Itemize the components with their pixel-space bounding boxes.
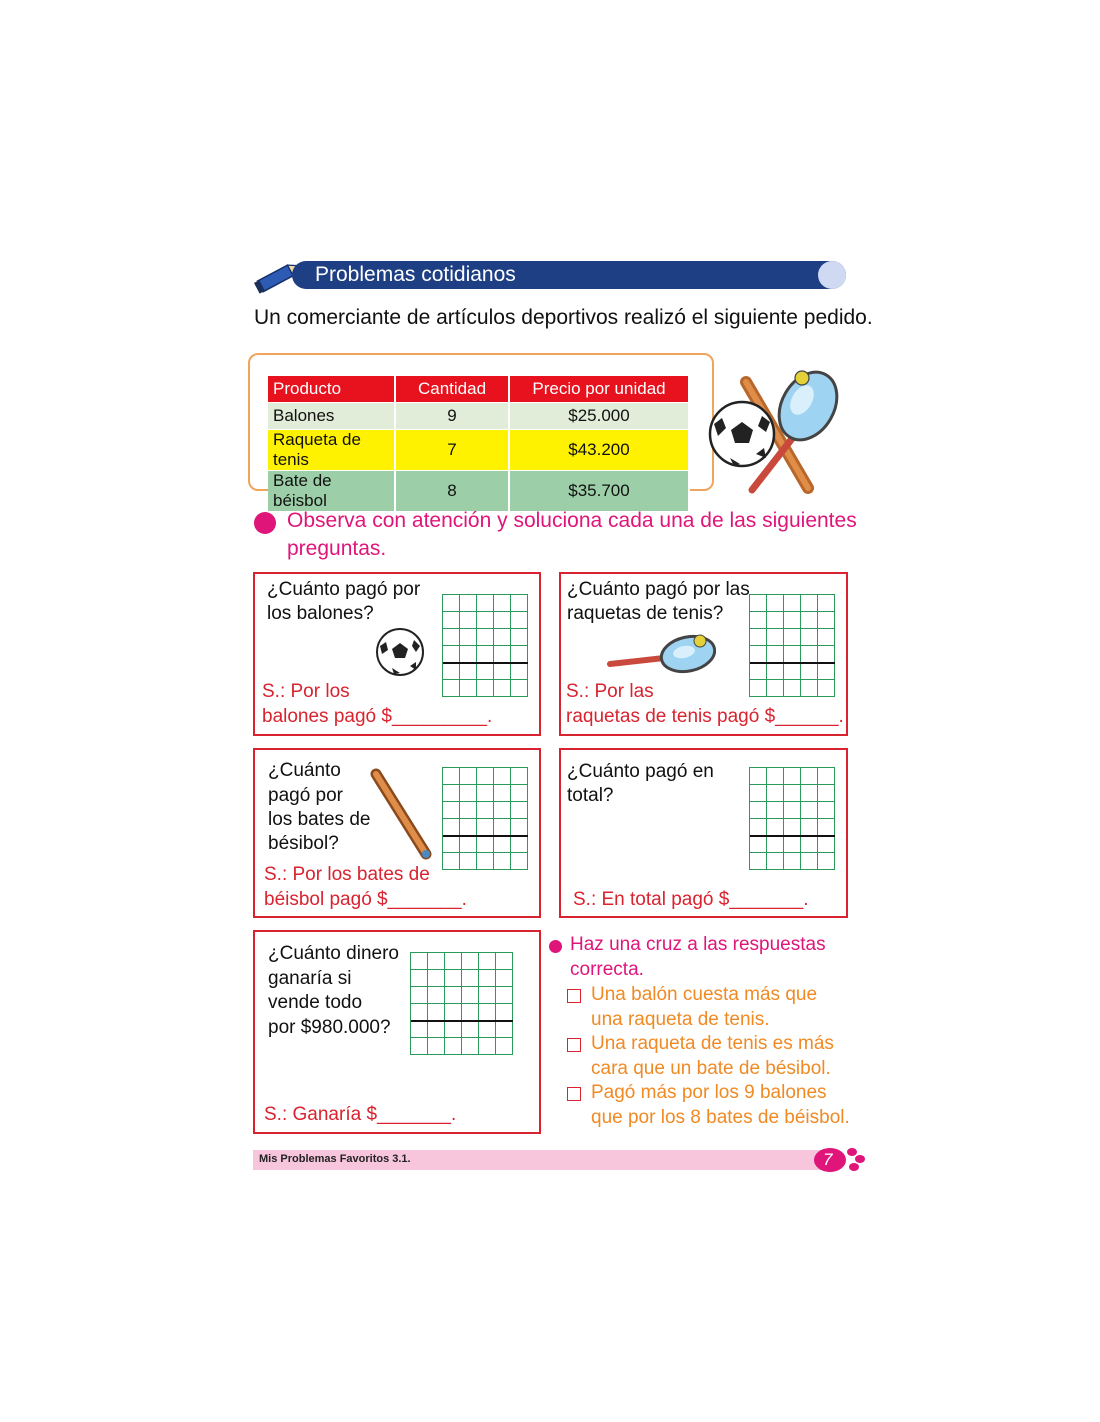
grid-cell[interactable]	[443, 612, 460, 629]
racket-icon	[606, 632, 716, 676]
grid-cell[interactable]	[477, 629, 494, 646]
row-quantity: 9	[395, 403, 509, 430]
grid-cell[interactable]	[767, 629, 784, 646]
grid-cell[interactable]	[443, 802, 460, 819]
grid-cell[interactable]	[477, 853, 494, 870]
grid-cell[interactable]	[460, 768, 477, 785]
grid-cell[interactable]	[801, 646, 818, 663]
grid-cell[interactable]	[477, 785, 494, 802]
grid-cell[interactable]	[511, 768, 528, 785]
question-text: los balones?	[267, 603, 374, 624]
answer-line[interactable]: raquetas de tenis pagó $______.	[566, 706, 844, 727]
grid-cell[interactable]	[496, 987, 513, 1004]
row-product: Raqueta de tenis	[268, 430, 395, 471]
grid-cell[interactable]	[750, 612, 767, 629]
grid-cell[interactable]	[477, 768, 494, 785]
question-text: ganaría si	[268, 968, 352, 989]
grid-cell[interactable]	[411, 1021, 428, 1038]
result-line	[411, 1020, 513, 1022]
grid-cell[interactable]	[784, 802, 801, 819]
grid-cell[interactable]	[801, 629, 818, 646]
grid-cell[interactable]	[479, 953, 496, 970]
grid-cell[interactable]	[443, 663, 460, 680]
grid-cell[interactable]	[411, 1004, 428, 1021]
grid-cell[interactable]	[494, 595, 511, 612]
grid-cell[interactable]	[511, 646, 528, 663]
grid-cell[interactable]	[801, 819, 818, 836]
checklist-item-text: una raqueta de tenis.	[591, 1009, 770, 1030]
grid-cell[interactable]	[443, 595, 460, 612]
grid-cell[interactable]	[496, 1004, 513, 1021]
grid-cell[interactable]	[511, 629, 528, 646]
grid-cell[interactable]	[511, 853, 528, 870]
bat-icon	[366, 766, 436, 862]
grid-cell[interactable]	[462, 953, 479, 970]
grid-cell[interactable]	[750, 768, 767, 785]
grid-cell[interactable]	[801, 836, 818, 853]
instructions-line1: Observa con atención y soluciona cada una de las siguientes	[287, 509, 857, 532]
grid-cell[interactable]	[460, 680, 477, 697]
grid-cell[interactable]	[428, 1021, 445, 1038]
result-line	[443, 662, 528, 664]
grid-cell[interactable]	[801, 595, 818, 612]
grid-cell[interactable]	[767, 836, 784, 853]
grid-cell[interactable]	[818, 629, 835, 646]
grid-cell[interactable]	[460, 819, 477, 836]
grid-cell[interactable]	[428, 970, 445, 987]
grid-cell[interactable]	[462, 1038, 479, 1055]
question-text: bésibol?	[268, 833, 339, 854]
table-row	[268, 403, 689, 430]
grid-cell[interactable]	[511, 819, 528, 836]
grid-cell[interactable]	[494, 853, 511, 870]
answer-line: S.: Por los	[262, 681, 350, 702]
header-quantity: Cantidad	[395, 376, 509, 403]
grid-cell[interactable]	[494, 768, 511, 785]
question-text: los bates de	[268, 809, 371, 830]
row-quantity: 8	[395, 471, 509, 512]
header-product: Producto	[268, 376, 395, 403]
grid-cell[interactable]	[784, 646, 801, 663]
answer-line[interactable]: S.: Ganaría $_______.	[264, 1104, 457, 1125]
grid-cell[interactable]	[511, 836, 528, 853]
question-text: total?	[567, 785, 614, 806]
grid-cell[interactable]	[462, 1004, 479, 1021]
grid-cell[interactable]	[750, 802, 767, 819]
intro-text: Un comerciante de artículos deportivos realizó el siguiente pedido.	[254, 306, 873, 329]
grid-cell[interactable]	[496, 1038, 513, 1055]
grid-cell[interactable]	[784, 663, 801, 680]
grid-cell[interactable]	[784, 819, 801, 836]
grid-cell[interactable]	[818, 802, 835, 819]
grid-cell[interactable]	[784, 612, 801, 629]
grid-cell[interactable]	[801, 802, 818, 819]
grid-cell[interactable]	[767, 802, 784, 819]
checkbox[interactable]	[567, 1038, 581, 1052]
sports-equipment-illustration	[704, 366, 844, 496]
grid-cell[interactable]	[477, 836, 494, 853]
grid-cell[interactable]	[477, 612, 494, 629]
grid-cell[interactable]	[818, 680, 835, 697]
checklist-item-text: Pagó más por los 9 balones	[591, 1082, 827, 1103]
result-line	[750, 835, 835, 837]
grid-cell[interactable]	[445, 987, 462, 1004]
section-title: Problemas cotidianos	[315, 263, 516, 286]
answer-line[interactable]: S.: En total pagó $_______.	[573, 889, 809, 910]
grid-cell[interactable]	[767, 680, 784, 697]
question-text: vende todo	[268, 992, 363, 1013]
checklist-title: correcta.	[570, 959, 644, 980]
grid-cell[interactable]	[511, 802, 528, 819]
answer-line[interactable]: balones pagó $_________.	[262, 706, 493, 727]
grid-cell[interactable]	[750, 680, 767, 697]
grid-cell[interactable]	[784, 629, 801, 646]
grid-cell[interactable]	[511, 785, 528, 802]
grid-cell[interactable]	[496, 1021, 513, 1038]
table-row	[268, 471, 689, 512]
grid-cell[interactable]	[750, 785, 767, 802]
grid-cell[interactable]	[767, 853, 784, 870]
grid-cell[interactable]	[428, 1038, 445, 1055]
grid-cell[interactable]	[750, 646, 767, 663]
grid-cell[interactable]	[801, 768, 818, 785]
grid-cell[interactable]	[818, 663, 835, 680]
table-row	[268, 430, 689, 471]
row-product: Bate de béisbol	[268, 471, 395, 512]
question-text: ¿Cuánto dinero	[268, 943, 399, 964]
grid-cell[interactable]	[784, 785, 801, 802]
grid-cell[interactable]	[801, 853, 818, 870]
grid-cell[interactable]	[784, 595, 801, 612]
work-grid[interactable]	[749, 594, 835, 697]
result-line	[750, 662, 835, 664]
checkbox[interactable]	[567, 1087, 581, 1101]
instructions-line2: preguntas.	[287, 537, 387, 560]
soccer-ball-icon	[710, 402, 774, 466]
grid-cell[interactable]	[460, 612, 477, 629]
grid-cell[interactable]	[479, 1021, 496, 1038]
grid-cell[interactable]	[494, 680, 511, 697]
grid-cell[interactable]	[801, 680, 818, 697]
work-grid[interactable]	[442, 767, 528, 870]
footer-book-title: Mis Problemas Favoritos 3.1.	[259, 1153, 411, 1165]
grid-cell[interactable]	[818, 819, 835, 836]
grid-cell[interactable]	[443, 785, 460, 802]
answer-line: S.: Por los bates de	[264, 864, 430, 885]
question-text: raquetas de tenis?	[567, 603, 724, 624]
question-text: ¿Cuánto	[268, 760, 341, 781]
grid-cell[interactable]	[750, 595, 767, 612]
checkbox[interactable]	[567, 989, 581, 1003]
grid-cell[interactable]	[477, 663, 494, 680]
paw-page-badge-icon	[810, 1144, 870, 1174]
grid-cell[interactable]	[411, 987, 428, 1004]
order-table	[268, 376, 690, 512]
grid-cell[interactable]	[801, 612, 818, 629]
grid-cell[interactable]	[818, 595, 835, 612]
grid-cell[interactable]	[750, 853, 767, 870]
grid-cell[interactable]	[443, 819, 460, 836]
grid-cell[interactable]	[445, 1004, 462, 1021]
grid-cell[interactable]	[818, 646, 835, 663]
grid-cell[interactable]	[494, 836, 511, 853]
grid-cell[interactable]	[460, 802, 477, 819]
grid-cell[interactable]	[443, 646, 460, 663]
grid-cell[interactable]	[750, 836, 767, 853]
grid-cell[interactable]	[479, 1038, 496, 1055]
grid-cell[interactable]	[443, 768, 460, 785]
grid-cell[interactable]	[750, 663, 767, 680]
grid-cell[interactable]	[445, 953, 462, 970]
grid-cell[interactable]	[767, 663, 784, 680]
grid-cell[interactable]	[477, 819, 494, 836]
grid-cell[interactable]	[511, 595, 528, 612]
soccer-ball-icon	[374, 626, 426, 678]
grid-cell[interactable]	[818, 785, 835, 802]
grid-cell[interactable]	[428, 987, 445, 1004]
grid-cell[interactable]	[784, 768, 801, 785]
grid-cell[interactable]	[443, 629, 460, 646]
grid-cell[interactable]	[750, 629, 767, 646]
grid-cell[interactable]	[511, 680, 528, 697]
question-text: pagó por	[268, 785, 344, 806]
grid-cell[interactable]	[460, 785, 477, 802]
grid-cell[interactable]	[460, 646, 477, 663]
grid-cell[interactable]	[445, 970, 462, 987]
grid-cell[interactable]	[767, 819, 784, 836]
checklist-bullet-icon	[549, 940, 562, 953]
question-text: por $980.000?	[268, 1017, 391, 1038]
grid-cell[interactable]	[462, 1021, 479, 1038]
grid-cell[interactable]	[494, 785, 511, 802]
grid-cell[interactable]	[445, 1038, 462, 1055]
grid-cell[interactable]	[494, 802, 511, 819]
work-grid[interactable]	[442, 594, 528, 697]
section-bullet-icon	[254, 512, 276, 534]
grid-cell[interactable]	[479, 1004, 496, 1021]
grid-cell[interactable]	[477, 680, 494, 697]
checklist-item-text: que por los 8 bates de béisbol.	[591, 1107, 850, 1128]
grid-cell[interactable]	[801, 663, 818, 680]
grid-cell[interactable]	[443, 680, 460, 697]
work-grid[interactable]	[410, 952, 513, 1055]
grid-cell[interactable]	[750, 819, 767, 836]
grid-cell[interactable]	[818, 768, 835, 785]
grid-cell[interactable]	[477, 595, 494, 612]
row-quantity: 7	[395, 430, 509, 471]
grid-cell[interactable]	[428, 1004, 445, 1021]
checklist-item-text: cara que un bate de bésibol.	[591, 1058, 831, 1079]
grid-cell[interactable]	[767, 646, 784, 663]
grid-cell[interactable]	[477, 646, 494, 663]
page-number: 7	[823, 1150, 833, 1169]
grid-cell[interactable]	[818, 612, 835, 629]
question-text: ¿Cuánto pagó por las	[567, 579, 750, 600]
grid-cell[interactable]	[411, 953, 428, 970]
grid-cell[interactable]	[494, 646, 511, 663]
question-text: ¿Cuánto pagó en	[567, 761, 714, 782]
grid-cell[interactable]	[784, 680, 801, 697]
result-line	[443, 835, 528, 837]
grid-cell[interactable]	[767, 612, 784, 629]
grid-cell[interactable]	[496, 953, 513, 970]
grid-cell[interactable]	[460, 595, 477, 612]
row-price: $35.700	[509, 471, 689, 512]
grid-cell[interactable]	[818, 836, 835, 853]
grid-cell[interactable]	[494, 663, 511, 680]
grid-cell[interactable]	[479, 970, 496, 987]
grid-cell[interactable]	[477, 802, 494, 819]
grid-cell[interactable]	[462, 987, 479, 1004]
grid-cell[interactable]	[496, 970, 513, 987]
row-product: Balones	[268, 403, 395, 430]
grid-cell[interactable]	[494, 612, 511, 629]
grid-cell[interactable]	[462, 970, 479, 987]
grid-cell[interactable]	[445, 1021, 462, 1038]
grid-cell[interactable]	[460, 853, 477, 870]
question-text: ¿Cuánto pagó por	[267, 579, 421, 600]
header-unit-price: Precio por unidad	[509, 376, 689, 403]
grid-cell[interactable]	[443, 853, 460, 870]
answer-line: S.: Por las	[566, 681, 654, 702]
grid-cell[interactable]	[460, 629, 477, 646]
grid-cell[interactable]	[443, 836, 460, 853]
row-price: $25.000	[509, 403, 689, 430]
grid-cell[interactable]	[411, 970, 428, 987]
grid-cell[interactable]	[784, 853, 801, 870]
grid-cell[interactable]	[511, 612, 528, 629]
grid-cell[interactable]	[818, 853, 835, 870]
grid-cell[interactable]	[784, 836, 801, 853]
checklist-item-text: Una raqueta de tenis es más	[591, 1033, 834, 1054]
grid-cell[interactable]	[460, 663, 477, 680]
grid-cell[interactable]	[767, 785, 784, 802]
grid-cell[interactable]	[801, 785, 818, 802]
checklist-title: Haz una cruz a las respuestas	[570, 934, 826, 955]
grid-cell[interactable]	[767, 768, 784, 785]
grid-cell[interactable]	[479, 987, 496, 1004]
table-header-row	[268, 376, 689, 403]
checklist-item-text: Una balón cuesta más que	[591, 984, 818, 1005]
grid-cell[interactable]	[460, 836, 477, 853]
grid-cell[interactable]	[411, 1038, 428, 1055]
grid-cell[interactable]	[494, 629, 511, 646]
banner-end-cap	[818, 261, 846, 289]
answer-line[interactable]: béisbol pagó $_______.	[264, 889, 467, 910]
grid-cell[interactable]	[494, 819, 511, 836]
grid-cell[interactable]	[511, 663, 528, 680]
row-price: $43.200	[509, 430, 689, 471]
work-grid[interactable]	[749, 767, 835, 870]
grid-cell[interactable]	[428, 953, 445, 970]
grid-cell[interactable]	[767, 595, 784, 612]
